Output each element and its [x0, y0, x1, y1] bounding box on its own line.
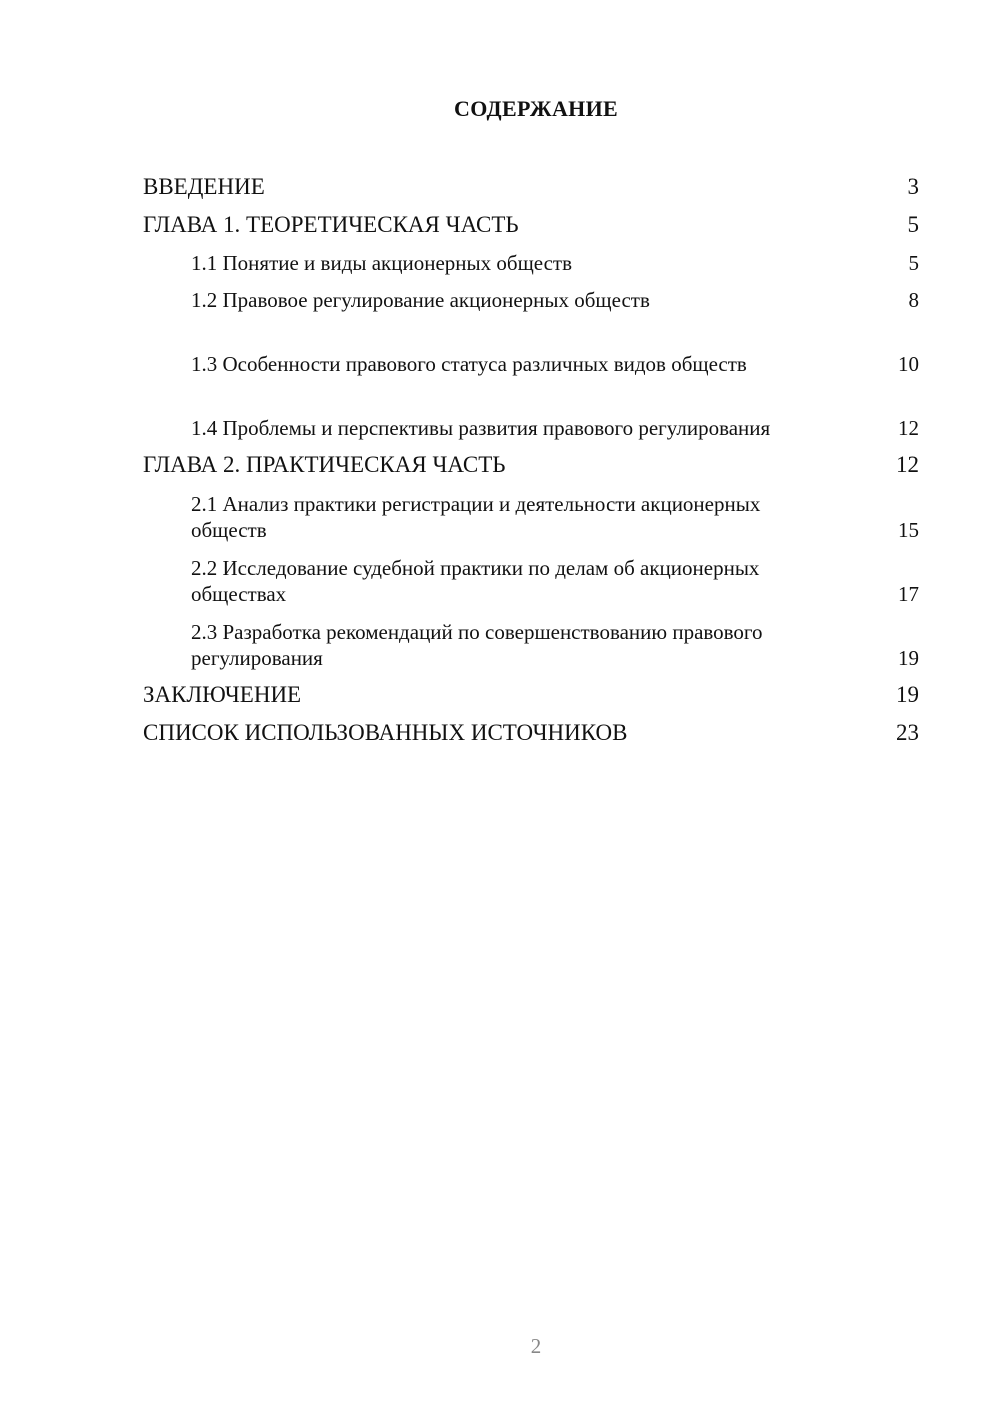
toc-entry-chapter-1[interactable]	[143, 206, 919, 244]
toc-entry-page: 17	[898, 582, 919, 606]
toc-entry-page: 12	[898, 416, 919, 440]
toc-entry-chapter-2[interactable]	[143, 446, 919, 484]
toc-entry-section-2-3[interactable]	[143, 612, 919, 676]
toc-entry-page: 19	[898, 646, 919, 670]
toc-entry-page: 19	[896, 682, 919, 707]
toc-entry-title: 2.1 Анализ практики регистрации и деятельности акционерных обществ	[191, 492, 761, 542]
toc-entry-section-1-3[interactable]	[143, 318, 919, 382]
toc-entry-title: ГЛАВА 1. ТЕОРЕТИЧЕСКАЯ ЧАСТЬ	[143, 212, 519, 237]
toc-entry-title: ГЛАВА 2. ПРАКТИЧЕСКАЯ ЧАСТЬ	[143, 452, 506, 477]
toc-entry-title: 1.3 Особенности правового статуса различных видов обществ	[191, 352, 747, 376]
toc-entry-section-2-2[interactable]	[143, 548, 919, 612]
toc-entry-page: 12	[896, 452, 919, 477]
toc-entry-title: 1.4 Проблемы и перспективы развития правового регулирования	[191, 416, 771, 440]
toc-entry-conclusion[interactable]	[143, 676, 919, 714]
toc-entry-page: 23	[896, 720, 919, 745]
toc-entry-title: 2.2 Исследование судебной практики по делам об акционерных обществах	[191, 556, 760, 606]
toc-entry-page: 15	[898, 518, 919, 542]
toc-entry-references[interactable]	[143, 714, 919, 752]
toc-entry-page: 10	[898, 352, 919, 376]
page-title: СОДЕРЖАНИЕ	[454, 96, 618, 121]
toc-entry-section-1-4[interactable]	[143, 382, 919, 446]
page-number: 2	[530, 1334, 542, 1358]
toc-entry-title: ЗАКЛЮЧЕНИЕ	[143, 682, 302, 707]
toc-entry-page: 5	[908, 251, 919, 275]
table-of-contents	[143, 168, 919, 752]
toc-entry-title: 1.2 Правовое регулирование акционерных обществ	[191, 288, 650, 312]
toc-entry-section-1-2[interactable]	[143, 281, 919, 318]
toc-entry-title: ВВЕДЕНИЕ	[143, 174, 265, 199]
toc-entry-section-1-1[interactable]	[143, 244, 919, 281]
toc-entry-title: 2.3 Разработка рекомендаций по совершенствованию правового регулирования	[191, 620, 763, 670]
toc-entry-section-2-1[interactable]	[143, 484, 919, 548]
toc-entry-page: 5	[907, 212, 919, 237]
toc-entry-page: 3	[907, 174, 919, 199]
toc-entry-title: 1.1 Понятие и виды акционерных обществ	[191, 251, 573, 275]
toc-entry-introduction[interactable]	[143, 168, 919, 206]
toc-entry-page: 8	[908, 288, 919, 312]
toc-entry-title: СПИСОК ИСПОЛЬЗОВАННЫХ ИСТОЧНИКОВ	[143, 720, 628, 745]
